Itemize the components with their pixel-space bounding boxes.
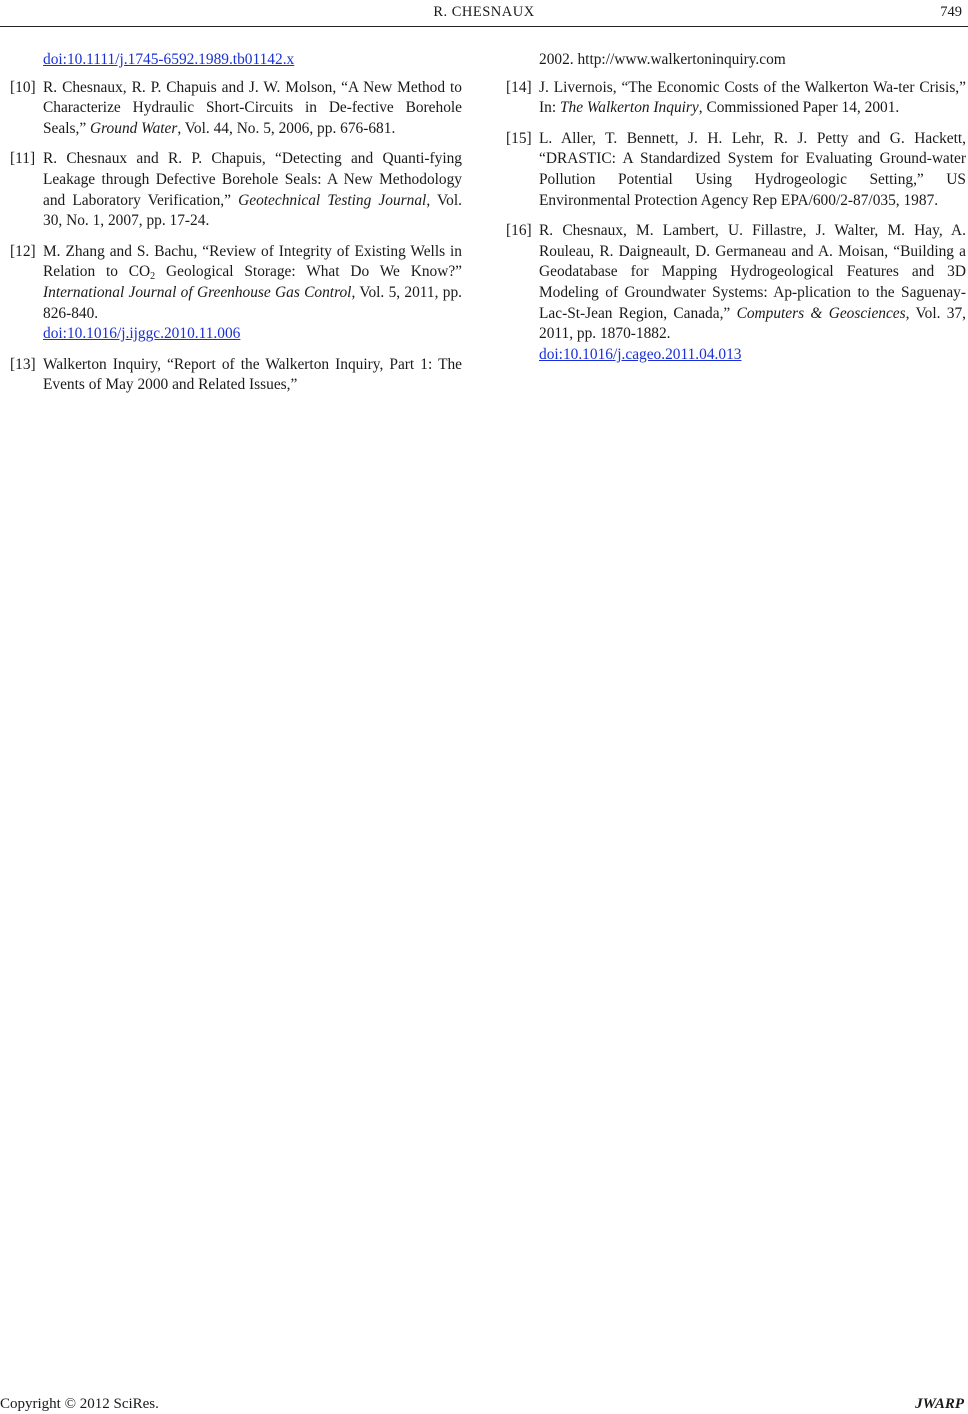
reference-item — [506, 221, 966, 365]
reference-item — [10, 242, 462, 345]
reference-details: , Vol. 30, No. 1, 2007, pp. 17-24. — [43, 191, 462, 230]
references-right-column — [506, 50, 966, 375]
reference-item — [10, 355, 462, 396]
journal-title: The Walkerton Inquiry — [559, 99, 699, 117]
reference-number: [14] — [506, 78, 532, 96]
doi-link[interactable]: doi:10.1016/j.cageo.2011.04.013 — [539, 345, 742, 363]
subscript: 2 — [150, 271, 156, 283]
journal-title: Computers & Geosciences — [736, 304, 906, 322]
running-header — [0, 0, 968, 27]
copyright-notice: Copyright © 2012 SciRes. — [0, 1396, 159, 1412]
journal-abbreviation: JWARP — [915, 1396, 964, 1412]
journal-title: International Journal of Greenhouse Gas Control — [43, 283, 352, 301]
reference-item — [506, 78, 966, 119]
journal-title: Geotechnical Testing Journal — [238, 191, 427, 209]
reference-details: , Commissioned Paper 14, 2001. — [698, 99, 900, 117]
reference-item — [506, 129, 966, 211]
reference-item — [10, 149, 462, 231]
reference-number: [12] — [10, 242, 36, 260]
reference-item — [10, 78, 462, 140]
reference-number: [11] — [10, 150, 36, 168]
reference-text: Walkerton Inquiry, “Report of the Walkerton Inquiry, Part 1: The Events of May 2000 and Related Issues,” — [43, 355, 462, 394]
reference-text: J. Livernois, “The Economic Costs of the Walkerton Wa-ter Crisis,” In: — [539, 78, 966, 117]
reference-details: , Vol. 5, 2011, pp. 826-840. — [43, 283, 463, 322]
reference-details: , Vol. 37, 2011, pp. 1870-1882. — [539, 304, 966, 343]
reference-details: , Vol. 44, No. 5, 2006, pp. 676-681. — [177, 119, 396, 137]
reference-text: R. Chesnaux, R. P. Chapuis and J. W. Molson, “A New Method to Characterize Hydraulic Short-Circuits in De-fective Borehole Seals,” — [43, 78, 462, 137]
reference-number: [15] — [506, 129, 532, 147]
page-footer — [0, 1396, 968, 1414]
reference-number: [10] — [10, 78, 36, 96]
reference-continuation — [506, 50, 966, 71]
page-number: 749 — [940, 4, 962, 20]
references-left-column — [10, 50, 462, 406]
reference-continuation-text: 2002. http://www.walkertoninquiry.com — [539, 51, 786, 68]
reference-text-cont: Geological Storage: What Do We Know?” — [155, 263, 462, 281]
reference-text: L. Aller, T. Bennett, J. H. Lehr, R. J. Petty and G. Hackett, “DRASTIC: A Standardized System for Evaluating Ground-water Pollution Potential Using Hydrogeologic Setting,” US Environmental Protection Agency Rep EPA/600/2-87/035, 1987. — [539, 129, 966, 209]
reference-text: M. Zhang and S. Bachu, “Review of Integrity of Existing Wells in Relation to CO — [43, 242, 462, 281]
doi-link[interactable]: doi:10.1111/j.1745-6592.1989.tb01142.x — [43, 51, 295, 68]
running-head-author: R. CHESNAUX — [433, 4, 535, 20]
reference-continuation — [10, 50, 462, 71]
reference-number: [16] — [506, 222, 532, 240]
reference-text: R. Chesnaux and R. P. Chapuis, “Detecting and Quanti-fying Leakage through Defective Borehole Seals: A New Methodology and Laboratory Verification,” — [43, 150, 462, 209]
reference-number: [13] — [10, 355, 36, 373]
doi-link[interactable]: doi:10.1016/j.ijggc.2010.11.006 — [43, 325, 241, 343]
journal-title: Ground Water — [90, 119, 178, 137]
reference-text: R. Chesnaux, M. Lambert, U. Fillastre, J. Walter, M. Hay, A. Rouleau, R. Daigneault, D. Germaneau and A. Moisan, “Building a Geodatabase for Mapping Hydrogeological Features and 3D Modeling of Groundwater Systems: Ap-plication to the Saguenay-Lac-St-Jean Region, Canada,” — [539, 222, 966, 322]
